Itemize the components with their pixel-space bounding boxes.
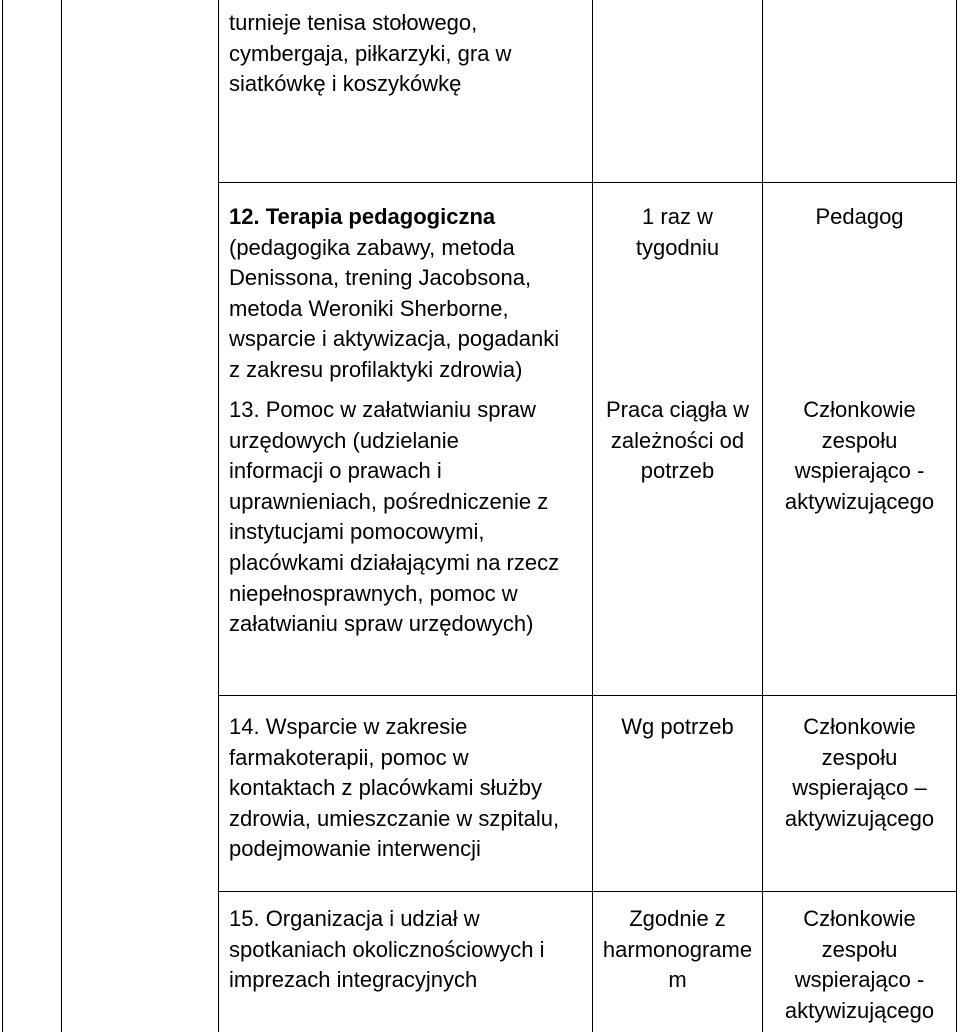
row-divider xyxy=(218,695,957,696)
task-text-line: uprawnieniach, pośredniczenie z xyxy=(229,488,549,514)
task-text-line: cymbergaja, piłkarzyki, gra w xyxy=(229,40,512,66)
responsible-text: zespołu xyxy=(821,936,898,962)
task-text-line: zdrowia, umieszczanie w szpitalu, xyxy=(229,805,560,831)
responsible-text: aktywizującego xyxy=(784,805,935,831)
frequency-cell-row-15 xyxy=(593,904,762,996)
column-divider-3 xyxy=(592,0,593,1032)
task-cell-row-1 xyxy=(229,8,589,100)
row-divider xyxy=(218,182,957,183)
responsible-text: zespołu xyxy=(821,427,898,453)
responsible-cell-row-12 xyxy=(763,202,956,233)
task-text-line: informacji o prawach i xyxy=(229,458,442,484)
task-text-line: 15. Organizacja i udział w xyxy=(229,906,480,931)
task-text-line: 13. Pomoc w załatwianiu spraw xyxy=(229,397,536,422)
frequency-text: zależności od xyxy=(610,427,745,453)
responsible-cell-row-14 xyxy=(763,712,956,834)
row-divider xyxy=(218,891,957,892)
frequency-text: m xyxy=(668,967,687,993)
task-text-line: instytucjami pomocowymi, xyxy=(229,519,485,545)
task-heading: 12. Terapia pedagogiczna xyxy=(229,204,496,229)
frequency-text: potrzeb xyxy=(640,458,715,484)
task-cell-row-13 xyxy=(229,395,589,640)
frequency-cell-row-12 xyxy=(593,202,762,263)
task-text-line: farmakoterapii, pomoc w xyxy=(229,744,469,770)
task-cell-row-14 xyxy=(229,712,589,865)
responsible-cell-row-15 xyxy=(763,904,956,1026)
task-text-line: siatkówkę i koszykówkę xyxy=(229,71,462,97)
table-border-left xyxy=(2,0,3,1032)
task-cell-row-12 xyxy=(229,202,589,386)
task-text-line: wsparcie i aktywizacja, pogadanki xyxy=(229,326,560,352)
task-text-line: turnieje tenisa stołowego, xyxy=(229,10,478,35)
column-divider-2 xyxy=(218,0,219,1032)
task-text-line: placówkami działającymi na rzecz xyxy=(229,549,560,575)
responsible-text: aktywizującego xyxy=(784,997,935,1023)
responsible-text: wspierająco - xyxy=(794,967,925,993)
responsible-text: aktywizującego xyxy=(784,488,935,514)
frequency-cell-row-14 xyxy=(593,712,762,743)
responsible-text: wspierająco – xyxy=(792,775,927,801)
frequency-text: 1 raz w xyxy=(642,204,713,229)
task-cell-row-15 xyxy=(229,904,589,996)
column-divider-1 xyxy=(61,0,62,1032)
table-border-right xyxy=(956,0,957,1032)
responsible-text: Pedagog xyxy=(815,204,904,229)
task-text-line: niepełnosprawnych, pomoc w xyxy=(229,580,518,606)
task-text-line: imprezach integracyjnych xyxy=(229,967,478,993)
frequency-text: Wg potrzeb xyxy=(621,714,734,739)
frequency-text: tygodniu xyxy=(635,234,720,260)
task-text-line: z zakresu profilaktyki zdrowia) xyxy=(229,356,523,382)
task-text-line: spotkaniach okolicznościowych i xyxy=(229,936,545,962)
responsible-cell-row-13 xyxy=(763,395,956,517)
task-text-line: podejmowanie interwencji xyxy=(229,836,481,862)
responsible-text: Członkowie xyxy=(803,906,916,931)
responsible-text: Członkowie xyxy=(803,397,916,422)
frequency-text: Praca ciągła w xyxy=(605,397,750,422)
task-text-line: Denissona, trening Jacobsona, xyxy=(229,265,532,291)
responsible-text: zespołu xyxy=(821,744,898,770)
frequency-text: harmonograme xyxy=(602,936,753,962)
task-text-line: załatwianiu spraw urzędowych) xyxy=(229,611,534,637)
task-text-line: 14. Wsparcie w zakresie xyxy=(229,714,468,739)
task-text-line: urzędowych (udzielanie xyxy=(229,427,459,453)
frequency-cell-row-13 xyxy=(593,395,762,487)
frequency-text: Zgodnie z xyxy=(629,906,726,931)
responsible-text: wspierająco - xyxy=(794,458,925,484)
responsible-text: Członkowie xyxy=(803,714,916,739)
task-text-line: kontaktach z placówkami służby xyxy=(229,775,543,801)
task-text-line: metoda Weroniki Sherborne, xyxy=(229,295,509,321)
task-text-line: (pedagogika zabawy, metoda xyxy=(229,234,515,260)
